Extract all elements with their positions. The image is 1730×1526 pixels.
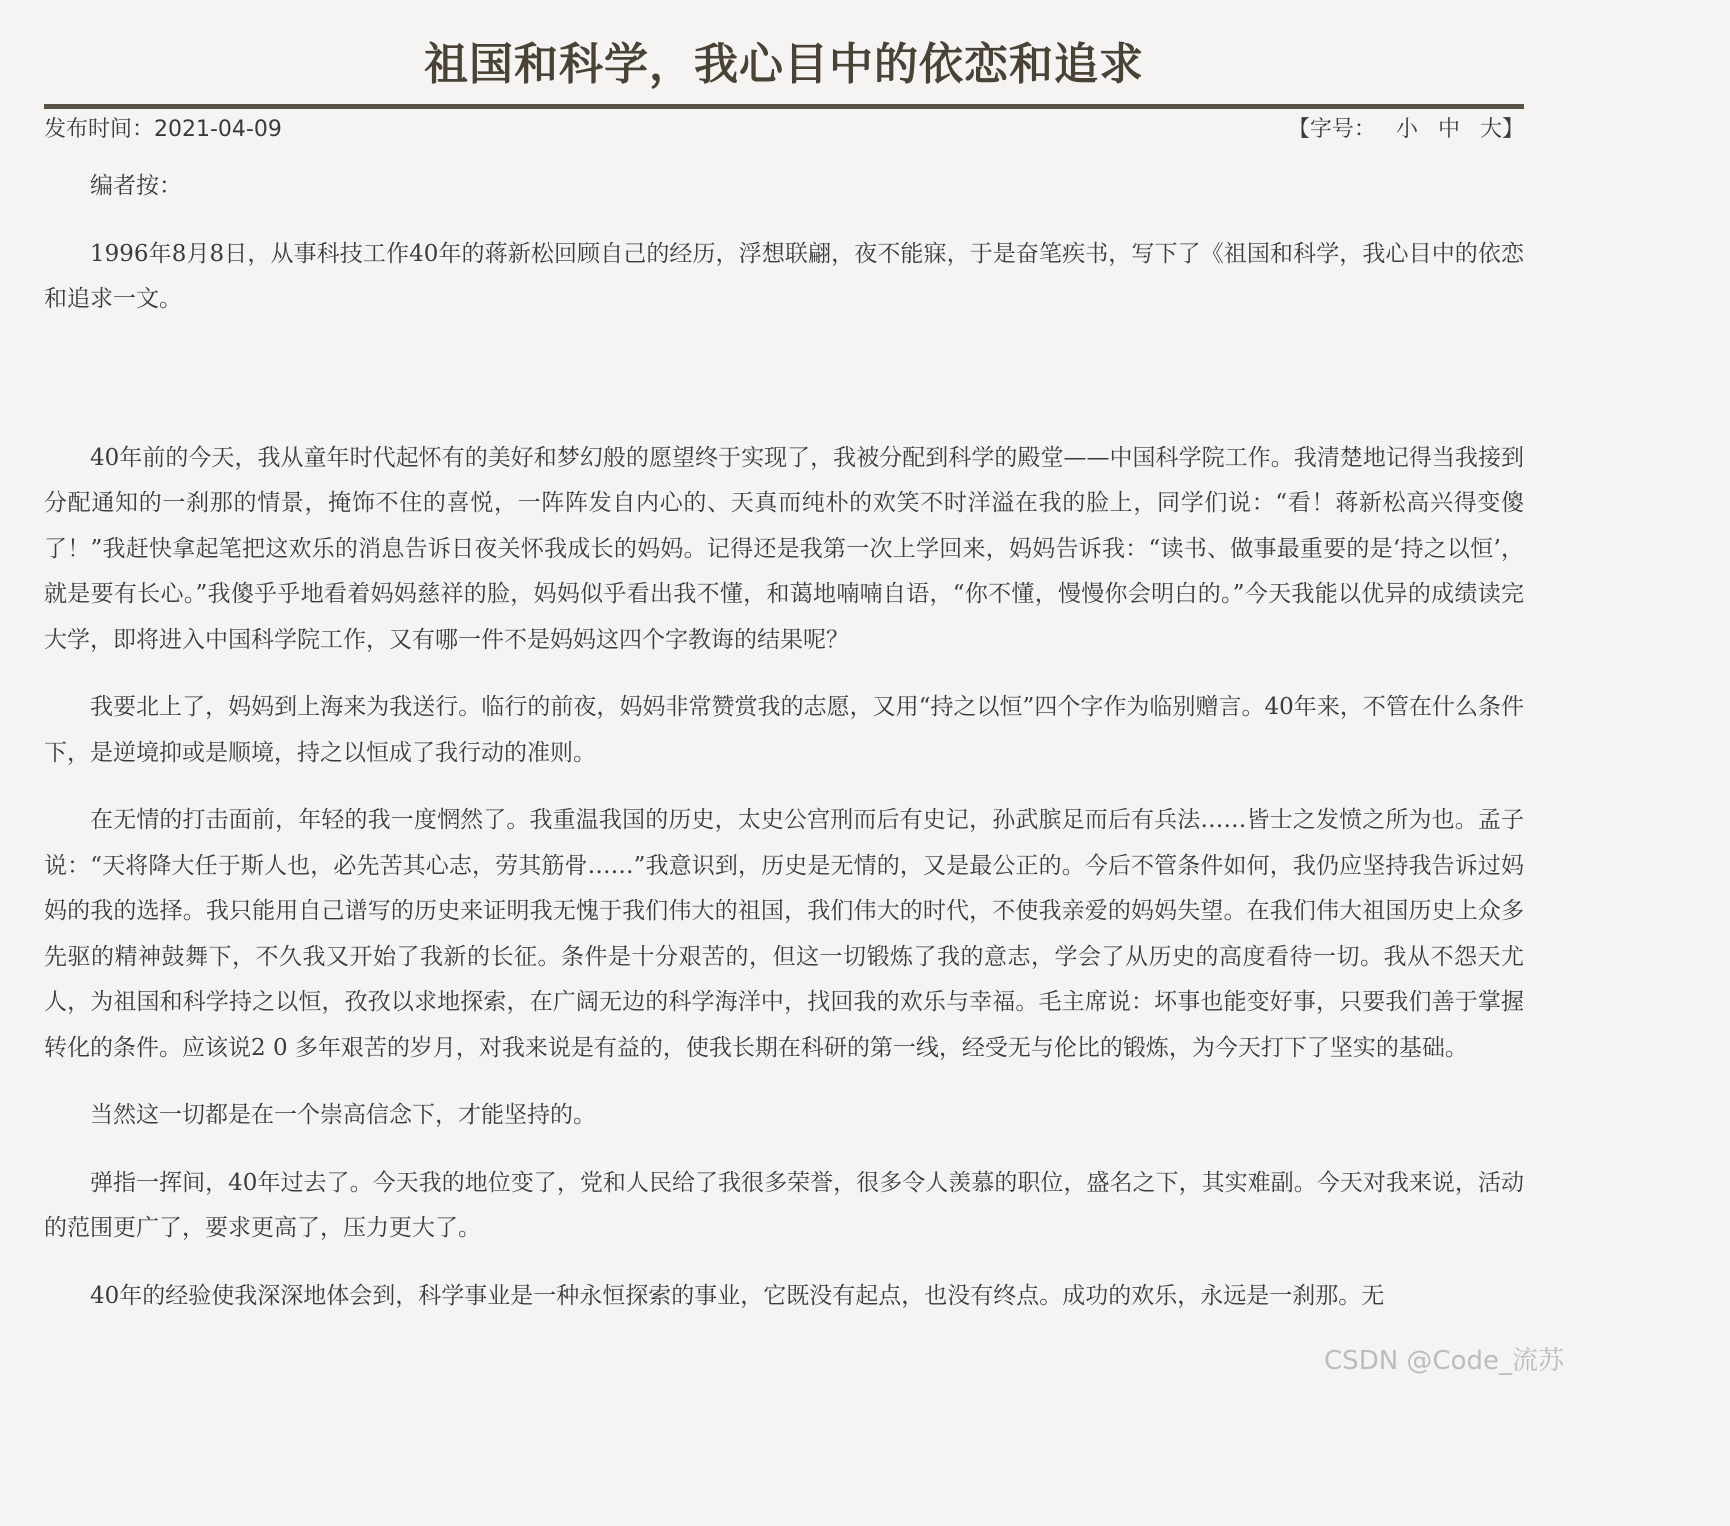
font-size-prefix: 【字号： [1287,117,1376,142]
article-paragraph: 40年的经验使我深深地体会到，科学事业是一种永恒探索的事业，它既没有起点，也没有终点。成功的欢乐，永远是一刹那。无 [90,1282,1385,1309]
font-size-large-link[interactable]: 大 [1479,117,1502,142]
publish-date: 发布时间：2021-04-09 [44,117,282,142]
editor-note-heading: 编者按： [90,173,182,199]
article-paragraph: 40年前的今天，我从童年时代起怀有的美好和梦幻般的愿望终于实现了，我被分配到科学的殿堂——中国科学院工作。我清楚地记得当我接到分配通知的一刹那的情景，掩饰不住的喜悦，一阵阵发自内心的、天真而纯朴的欢笑不时洋溢在我的脸上，同学们说：“看！蒋新松高兴得变傻了！”我赶快拿起笔把这欢乐的消息告诉日夜关怀我成长的妈妈。记得还是我第一次上学回来，妈妈告诉我：“读书、做事最重要的是‘持之以恒’，就是要有长心。”我傻乎乎地看着妈妈慈祥的脸，妈妈似乎看出我不懂，和蔼地喃喃自语，“你不懂，慢慢你会明白的。”今天我能以优异的成绩读完大学，即将进入中国科学院工作，又有哪一件不是妈妈这四个字教诲的结果呢？ [44,444,1524,653]
article-title: 祖国和科学，我心目中的依恋和追求 [424,39,1144,91]
article-body [44,164,1524,1341]
article-meta [44,114,1524,146]
article-paragraph: 当然这一切都是在一个崇高信念下，才能坚持的。 [90,1102,596,1128]
editor-note-paragraph: 1996年8月8日，从事科技工作40年的蒋新松回顾自己的经历，浮想联翩，夜不能寐，于是奋笔疾书，写下了《祖国和科学，我心目中的依恋和追求一文。 [44,240,1524,312]
title-divider [44,104,1524,109]
font-size-medium-link[interactable]: 中 [1437,117,1460,142]
font-size-suffix: 】 [1501,117,1524,142]
font-size-switcher [1288,114,1524,146]
article-paragraph: 我要北上了，妈妈到上海来为我送行。临行的前夜，妈妈非常赞赏我的志愿，又用“持之以恒”四个字作为临别赠言。40年来，不管在什么条件下，是逆境抑或是顺境，持之以恒成了我行动的准则。 [44,694,1524,766]
article-paragraph: 弹指一挥间，40年过去了。今天我的地位变了，党和人民给了我很多荣誉，很多令人羡慕的职位，盛名之下，其实难副。今天对我来说，活动的范围更广了，要求更高了，压力更大了。 [44,1169,1524,1241]
font-size-small-link[interactable]: 小 [1395,117,1418,142]
csdn-watermark: CSDN @Code_流苏 [1324,1346,1564,1376]
article-paragraph: 在无情的打击面前，年轻的我一度惘然了。我重温我国的历史，太史公宫刑而后有史记，孙武膑足而后有兵法……皆士之发愤之所为也。孟子说：“天将降大任于斯人也，必先苦其心志，劳其筋骨……”我意识到，历史是无情的，又是最公正的。今后不管条件如何，我仍应坚持我告诉过妈妈的我的选择。我只能用自己谱写的历史来证明我无愧于我们伟大的祖国，我们伟大的时代，不使我亲爱的妈妈失望。在我们伟大祖国历史上众多先驱的精神鼓舞下，不久我又开始了我新的长征。条件是十分艰苦的，但这一切锻炼了我的意志，学会了从历史的高度看待一切。我从不怨天尤人，为祖国和科学持之以恒，孜孜以求地探索，在广阔无边的科学海洋中，找回我的欢乐与幸福。毛主席说：坏事也能变好事，只要我们善于掌握转化的条件。应该说2 0 多年艰苦的岁月，对我来说是有益的，使我长期在科研的第一线，经受无与伦比的锻炼，为今天打下了坚实的基础。 [44,807,1524,1061]
